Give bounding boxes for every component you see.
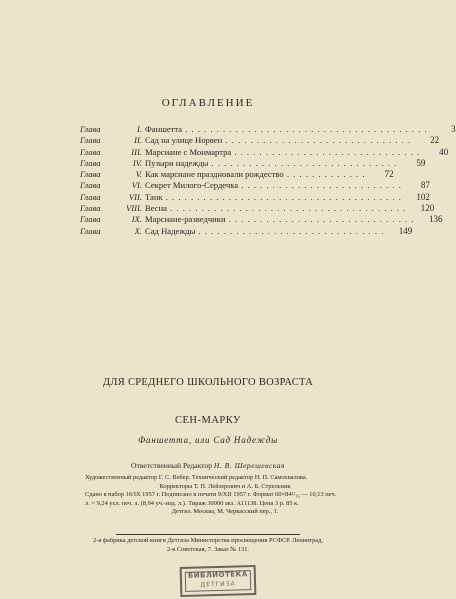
chapter-page: 22	[430, 135, 440, 146]
chapter-title: Сад Надежды	[145, 225, 196, 236]
printer-line: 2-я Советская, 7. Заказ № 131.	[166, 545, 250, 553]
toc-row: Глава II. Сад на улице Норвен . . . . . . . . . . . . . . . . . . . . . . . . . . . . . . 22	[80, 135, 440, 146]
toc-row: Глава IX. Марсиане-разведчики . . . . . . . . . . . . . . . . . . . . . . . . . . . . . . 136	[80, 214, 443, 225]
chapter-page: 87	[420, 180, 430, 191]
toc-row: Глава V. Как марсиане праздновали рождество . . . . . . . . . . . . . 72	[80, 169, 394, 180]
book-title: Фаншетта, или Сад Надежды	[138, 435, 278, 445]
chapter-label: Глава	[80, 169, 101, 180]
stamp-line: ДЕТГИЗА	[200, 580, 236, 589]
chapter-label: Глава	[80, 157, 101, 168]
chapter-page: 40	[439, 146, 449, 157]
imprint-line: Корректоры Т. П. Лейзерович и А. Б. Стрельник	[159, 482, 291, 490]
chapter-number: IX.	[131, 214, 142, 225]
toc-row: Глава X. Сад Надежды . . . . . . . . . . . . . . . . . . . . . . . . . . . . . . 149	[80, 225, 413, 236]
chapter-title: Марсиане с Монмартра	[145, 146, 232, 157]
toc-row: Глава III. Марсиане с Монмартра . . . . . . . . . . . . . . . . . . . . . . . . . . . . . . 40	[80, 146, 449, 157]
chapter-label: Глава	[80, 135, 101, 146]
chapter-page: 3	[451, 124, 456, 134]
printer-block	[0, 537, 416, 554]
chapter-title: Как марсиане праздновали рождество	[145, 169, 284, 180]
imprint-block	[85, 474, 365, 517]
chapter-label: Глава	[80, 191, 101, 202]
chapter-label: Глава	[80, 225, 101, 236]
toc-title: ОГЛАВЛЕНИЕ	[161, 97, 255, 109]
chapter-number: X.	[134, 225, 142, 236]
toc-row: Глава VI. Секрет Милого-Сердечка . . . . . . . . . . . . . . . . . . . . . . . . . . 87	[80, 180, 430, 191]
table-of-contents	[80, 124, 456, 237]
imprint-line: л. = 9,24 усл. печ. л. (8,94 уч.-изд. л.). Тираж 30000 экз. А11138. Цена 3 р. 85 к.	[85, 499, 299, 507]
imprint-line: Детгиз. Москва, М. Черкасский пер., 1.	[171, 508, 279, 515]
chapter-number: VI.	[131, 180, 142, 191]
editor-label: Ответственный Редактор	[131, 461, 212, 470]
chapter-number: V.	[135, 169, 142, 180]
library-stamp	[180, 565, 257, 597]
chapter-page: 59	[416, 157, 426, 168]
editor-line	[0, 461, 416, 470]
divider-line	[116, 534, 300, 535]
chapter-page: 136	[428, 214, 443, 225]
chapter-label: Глава	[80, 124, 101, 134]
chapter-number: IV.	[132, 157, 142, 168]
chapter-label: Глава	[80, 180, 101, 191]
chapter-title: Марсиане-разведчики	[145, 214, 226, 225]
imprint-line: Художественный редактор Г. С. Вебер. Технический редактор Н. П. Самохвалова.	[85, 474, 308, 481]
chapter-title: Секрет Милого-Сердечка	[145, 180, 239, 191]
toc-row: Глава VIII. Весна . . . . . . . . . . . . . . . . . . . . . . . . . . . . . . . . . . . . . . 120	[80, 203, 435, 214]
toc-row: Глава VII. Танк . . . . . . . . . . . . . . . . . . . . . . . . . . . . . . . . . . . . . . 102	[80, 191, 430, 202]
chapter-title: Сад на улице Норвен	[145, 135, 223, 146]
chapter-number: I.	[136, 124, 142, 134]
chapter-title: Пузыри надежды	[145, 157, 209, 168]
chapter-page: 120	[420, 203, 435, 214]
chapter-label: Глава	[80, 146, 101, 157]
chapter-number: II.	[134, 135, 142, 146]
chapter-title: Весна	[145, 203, 167, 214]
printer-line: 2-я фабрика детской книги Детгиза Министерства просвещения РСФСР. Ленинград,	[93, 537, 323, 544]
toc-row: Глава IV. Пузыри надежды . . . . . . . . . . . . . . . . . . . . . . . . . . . . . . 59	[80, 157, 426, 168]
chapter-label: Глава	[80, 203, 101, 214]
chapter-label: Глава	[80, 214, 101, 225]
editor-name: Н. В. Шерешевская	[213, 461, 285, 470]
toc-row: Глава I. Фаншетта . . . . . . . . . . . . . . . . . . . . . . . . . . . . . . . . . . . . . . . 3	[80, 124, 456, 134]
author-name: СЕН-МАРКУ	[175, 415, 241, 426]
imprint-line: Сдано в набор 16/IX 1957 г. Подписано к печати 9/XII 1957 г. Формат 60×84¹/₁₆ — 10,13 печ.	[85, 491, 337, 498]
chapter-title: Танк	[145, 191, 163, 202]
chapter-number: III.	[131, 146, 142, 157]
chapter-number: VII.	[128, 191, 142, 202]
chapter-page: 72	[384, 169, 394, 180]
chapter-page: 149	[398, 225, 413, 236]
stamp-line: БИБЛИОТЕКА	[187, 570, 248, 580]
chapter-number: VIII.	[126, 203, 142, 214]
age-group-heading: ДЛЯ СРЕДНЕГО ШКОЛЬНОГО ВОЗРАСТА	[102, 377, 314, 388]
chapter-title: Фаншетта	[145, 124, 183, 134]
chapter-page: 102	[416, 191, 430, 202]
